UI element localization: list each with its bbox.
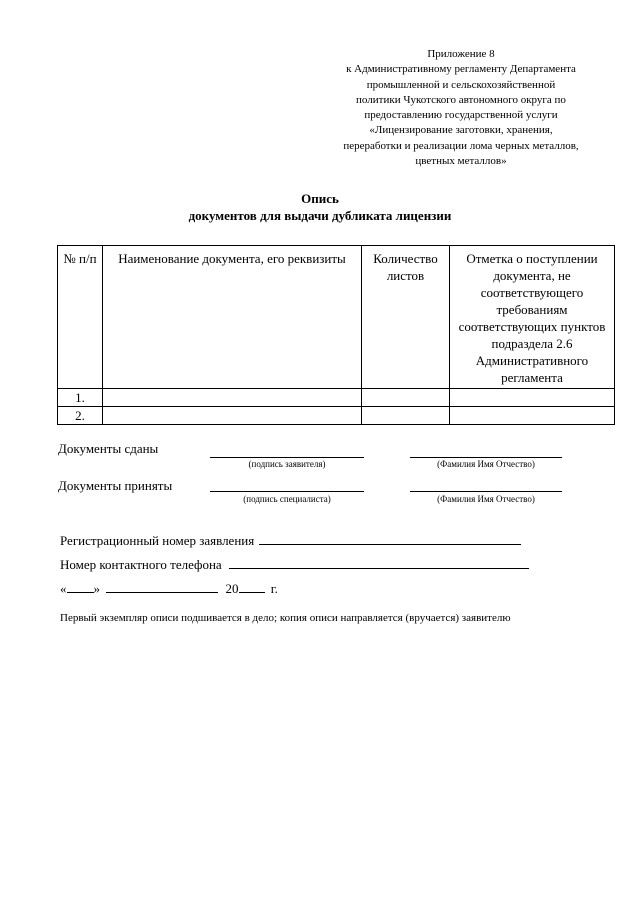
row-receipt-mark[interactable] (450, 407, 615, 425)
table-header-row (58, 246, 615, 389)
row-document-name[interactable] (103, 389, 362, 407)
registration-number-input[interactable] (259, 530, 521, 545)
date-year-input[interactable] (239, 578, 265, 593)
appendix-block (300, 47, 622, 169)
specialist-name-line[interactable] (410, 491, 562, 492)
appendix-line: промышленной и сельскохозяйственной (366, 78, 556, 91)
appendix-line: Приложение 8 (427, 48, 495, 60)
title-line-2: документов для выдачи дубликата лицензии (188, 208, 452, 223)
applicant-signature-caption: (подпись заявителя) (248, 459, 326, 469)
inventory-table (57, 245, 615, 425)
specialist-signature-caption: (подпись специалиста) (243, 494, 331, 504)
row-number: 1. (58, 389, 103, 407)
date-open-quote: « (60, 581, 67, 596)
phone-label: Номер контактного телефона (60, 557, 222, 572)
title-line-1: Опись (301, 191, 339, 206)
date-year-suffix: г. (270, 581, 278, 596)
header-sheet-count: Количество листов (362, 246, 450, 389)
applicant-name-line[interactable] (410, 457, 562, 458)
documents-accepted-label: Документы приняты (58, 478, 173, 493)
appendix-line: переработки и реализации лома черных металлов, (343, 139, 579, 152)
date-year-prefix: 20 (225, 581, 239, 596)
appendix-line: политики Чукотского автономного округа по (356, 93, 566, 106)
row-document-name[interactable] (103, 407, 362, 425)
row-receipt-mark[interactable] (450, 389, 615, 407)
date-close-quote: » (93, 581, 100, 596)
appendix-line: предоставлению государственной услуги (364, 109, 558, 122)
applicant-signature-line[interactable] (210, 457, 364, 458)
specialist-name-caption: (Фамилия Имя Отчество) (437, 494, 535, 504)
registration-number-label: Регистрационный номер заявления (60, 533, 255, 548)
footnote: Первый экземпляр описи подшивается в дело; копия описи направляется (вручается) заявителю (60, 612, 511, 624)
appendix-line: цветных металлов» (415, 155, 507, 168)
date-day-input[interactable] (67, 578, 94, 593)
date-month-input[interactable] (106, 578, 218, 593)
table-row (58, 407, 615, 425)
documents-submitted-label: Документы сданы (58, 441, 159, 456)
applicant-name-caption: (Фамилия Имя Отчество) (437, 459, 535, 469)
header-receipt-mark: Отметка о поступлении документа, не соответствующего требованиям соответствующих пунктов подраздела 2.6 Административного регламента (450, 246, 615, 389)
document-title (0, 190, 640, 224)
header-number: № п/п (58, 246, 103, 389)
appendix-line: «Лицензирование заготовки, хранения, (369, 124, 553, 137)
phone-field (60, 554, 529, 573)
registration-number-field (60, 530, 521, 549)
appendix-line: к Административному регламенту Департамента (346, 63, 576, 76)
header-document-name: Наименование документа, его реквизиты (103, 246, 362, 389)
specialist-signature-line[interactable] (210, 491, 364, 492)
table-row (58, 389, 615, 407)
row-sheet-count[interactable] (362, 389, 450, 407)
date-field (60, 578, 278, 597)
row-number: 2. (58, 407, 103, 425)
phone-input[interactable] (229, 554, 529, 569)
row-sheet-count[interactable] (362, 407, 450, 425)
